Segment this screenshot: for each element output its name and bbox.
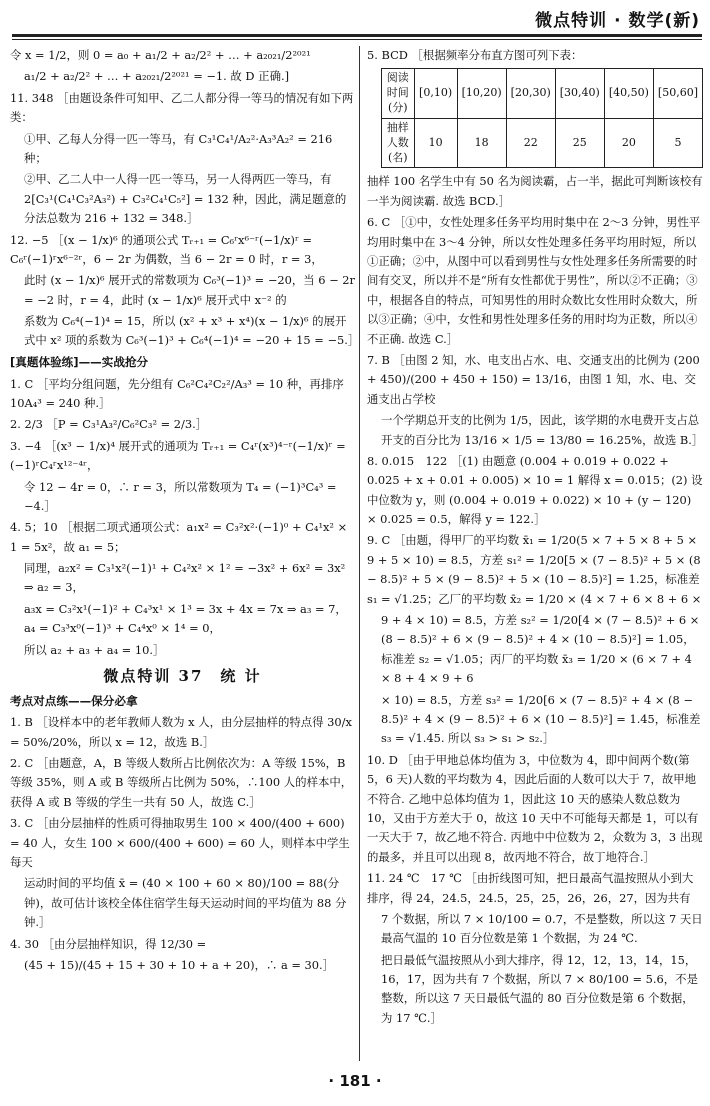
frequency-table: [381, 68, 703, 168]
table-cell: 18: [457, 118, 506, 168]
answer-9-part-1: 9. C ［由题，得甲厂的平均数 x̄₁ = 1/20(5 × 7 + 5 × 8 + 5 × 9 + 5 × 10) = 8.5，方差 s₁² = 1/20[5 × (7 − 8.5)² + 5 × (8 − 8.5)² + 5 × (9 − 8.5)² + 5 × (10 − 8.5)²] = 1.25，标准差 s₁ = √1.25；乙厂的平均数 x̄₂ = 1/20 × (4 × 7 + 6 × 8 + 6 ×: [367, 533, 702, 606]
stat-answer-3-part-1: 3. C ［由分层抽样的性质可得抽取男生 100 × 400/(400 + 600) = 40 人，女生 100 × 600/(400 + 600) = 60 人，则样本中学生每天: [10, 816, 350, 869]
stat-answer-2: 2. C ［由题意，A，B 等级人数所占比例依次为：A 等级 15%，B 等级 35%，则 A 或 B 等级所占比例为 50%，∴100 人的样本中，获得 A 或 B 等级的学生一共有 50 人，故选 C.］: [10, 756, 353, 809]
table-cell: [30,40): [555, 69, 604, 119]
table-cell: [0,10): [414, 69, 457, 119]
column-divider: [359, 46, 360, 1061]
table-cell: 10: [414, 118, 457, 168]
exam-answer-4-part-2: 同理，a₂x² = C₃¹x²(−1)¹ + C₄²x² × 1² = −3x² + 6x² = 3x² ⇒ a₂ = 3，: [24, 561, 346, 595]
header-rule-thin: [12, 39, 702, 40]
equation-line-2: a₁/2 + a₂/2² + … + a₂₀₂₁/2²⁰²¹ = −1. 故 D 正确.]: [24, 69, 290, 84]
answer-11-stat-part-1: 11. 24 ℃ 17 ℃ ［由折线图可知，把日最高气温按照从小到大排序，得 24，24.5，24.5，25，25，26，26，27，因为共有: [367, 871, 694, 905]
table-row: [382, 69, 703, 119]
stat-answer-3-part-2: 运动时间的平均值 x̄ = (40 × 100 + 60 × 80)/100 = 88(分钟)，故可估计该校全体住宿学生每天运动时间的平均值为 88 分钟.］: [24, 876, 347, 930]
answer-11-part-1: 11. 348 ［由题设条件可知甲、乙二人都分得一等马的情况有如下两类：: [10, 90, 354, 125]
answer-11-stat-part-3: 把日最低气温按照从小到大排序，得 12，12，13，14，15，16，17，因为共有 7 个数据，所以 7 × 80/100 = 5.6，不是整数，所以这 7 天日最低气温的 80 百分位数是第 6 个数据，为 17 ℃.］: [381, 952, 698, 1025]
page-header: [0, 0, 710, 44]
answer-5-intro: 5. BCD ［根据频率分布直方图可列下表：: [367, 48, 583, 62]
exam-answer-2: 2. 2/3 ［P = C₃¹A₃²/C₆²C₃² = 2/3.］: [10, 417, 208, 432]
table-cell: 22: [506, 118, 555, 168]
answer-8: 8. 0.015 122 ［(1) 由题意 (0.004 + 0.019 + 0.022 + 0.025 + x + 0.01 + 0.005) × 10 = 1 解得 x = 0.015；(2) 设中位数为 y，则 (0.004 + 0.019 + 0.022) × 10 + (y − 120) × 0.025 = 0.5，解得 y = 122.］: [367, 453, 703, 527]
table-cell: [10,20): [457, 69, 506, 119]
answer-10: 10. D ［由于甲地总体均值为 3，中位数为 4，即中间两个数(第 5，6 天)人数的平均数为 4，因此后面的人数可以大于 7，故甲地不符合. 乙地中总体均值为 1，因此这 10 天的感染人数总数为 10，又由于方差大于 0，故这 10 天中不可能每天都是 1，可以有一天大于 7，故乙地不符合. 丙地中中位数为 2，众数为 3，3 出现的最多，并且可以出现 8，故丙地不符合，故丁地符合.］: [367, 752, 703, 864]
equation-line-1: 令 x = 1/2，则 0 = a₀ + a₁/2 + a₂/2² + … + a₂₀₂₁/2²⁰²¹: [10, 48, 311, 62]
table-row: [382, 118, 703, 168]
section-heading-real-exam: [真题体验练]——实战抢分: [10, 354, 149, 369]
exam-answer-3-part-1: 3. −4 ［(x³ − 1/x)⁴ 展开式的通项为 Tᵣ₊₁ = C₄ʳ(x³)⁴⁻ʳ(−1/x)ʳ = (−1)ʳC₄ʳx¹²⁻⁴ʳ，: [10, 438, 346, 473]
table-cell: 5: [653, 118, 702, 168]
answer-7-part-1: 7. B ［由图 2 知，水、电支出占水、电、交通支出的比例为 (200 + 450)/(200 + 450 + 150) = 13/16，由图 1 知，水、电、交通支出占学校: [367, 352, 700, 406]
answer-11-stat-part-2: 7 个数据，所以 7 × 10/100 = 0.7，不是整数，所以这 7 天日最高气温的 10 百分位数是第 1 个数据，为 24 ℃.: [381, 911, 703, 946]
exam-answer-4-part-1: 4. 5；10 ［根据二项式通项公式：a₁x² = C₃²x²·(−1)⁰ + C₄¹x² × 1 = 5x²，故 a₁ = 5；: [10, 520, 348, 554]
stat-answer-4-part-2: (45 + 15)/(45 + 15 + 30 + 10 + a + 20)，∴ a = 30.］: [24, 957, 335, 972]
stat-answer-4-part-1: 4. 30 ［由分层抽样知识，得 12/30 =: [10, 936, 207, 951]
right-column: [367, 46, 703, 1030]
exam-answer-4-part-4: 所以 a₂ + a₃ + a₄ = 10.］: [24, 642, 165, 657]
answer-12-part-3: 系数为 C₆⁴(−1)⁴ = 15，所以 (x² + x³ + x⁴)(x − 1/x)⁶ 的展开式中 x² 项的系数为 C₆³(−1)³ + C₆⁴(−1)⁴ = −20 + 15 = −5.］: [24, 314, 360, 348]
answer-12-part-1: 12. −5 ［(x − 1/x)⁶ 的通项公式 Tᵣ₊₁ = C₆ʳx⁶⁻ʳ(−1/x)ʳ = C₆ʳ(−1)ʳx⁶⁻²ʳ，6 − 2r 为偶数，当 6 − 2r = 0 时，r = 3，: [10, 232, 323, 266]
answer-12-part-2: 此时 (x − 1/x)⁶ 展开式的常数项为 C₆³(−1)³ = −20，当 6 − 2r = −2 时，r = 4，此时 (x − 1/x)⁶ 展开式中 x⁻² 的: [24, 273, 355, 307]
header-rule: [12, 34, 702, 37]
chapter-title: 微点特训 37 统 计: [103, 667, 262, 686]
section-heading-practice: 考点对点练——保分必拿: [10, 693, 138, 708]
answer-9-part-3: × 10) = 8.5，方差 s₃² = 1/20[6 × (7 − 8.5)² + 4 × (8 − 8.5)² + 4 × (9 − 8.5)² + 6 × (10 − 8.5)²] = 1.45，标准差 s₃ = √1.45. 所以 s₃ > s₁ > s₂.］: [381, 692, 701, 746]
table-cell: 20: [604, 118, 653, 168]
page-number: · 181 ·: [328, 1072, 382, 1090]
table-cell: [20,30): [506, 69, 555, 119]
left-column: [10, 46, 360, 977]
exam-answer-4-part-3: a₃x = C₃²x¹(−1)² + C₄³x¹ × 1³ = 3x + 4x = 7x ⇒ a₃ = 7，a₄ = C₃³x⁰(−1)³ + C₄⁴x⁰ × 1⁴ = 0，: [24, 601, 347, 636]
answer-9-part-2: 9 + 4 × 10) = 8.5，方差 s₂² = 1/20[4 × (7 − 8.5)² + 6 × (8 − 8.5)² + 6 × (9 − 8.5)² + 4 × (10 − 8.5)²] = 1.05，标准差 s₂ = √1.05；丙厂的平均数 x̄₃ = 1/20 × (6 × 7 + 4 × 8 + 4 × 9 + 6: [381, 613, 700, 686]
answer-6: 6. C ［①中，女性处理多任务平均用时集中在 2～3 分钟，男性平均用时集中在 3～4 分钟，所以女性处理多任务平均用时短，所以①正确；②中，从图中可以看到男性与女性处理多任务所需要的时间有交叉，所以并不是“所有女性都优于男性”，所以②不正确；③中，根据各自的特点，可知男性的用时众数比女性用时众数大，所以③正确；④中，女性和男性处理多任务的用时均为正数，所以④不正确. 故选 C.］: [367, 215, 701, 346]
table-cell: [40,50): [604, 69, 653, 119]
answer-11-part-2: ①甲、乙每人分得一匹一等马，有 C₃¹C₄¹/A₂²·A₃³A₂² = 216 种；: [24, 131, 333, 165]
stat-answer-1: 1. B ［设样本中的老年教师人数为 x 人，由分层抽样的特点得 30/x = 50%/20%，所以 x = 12，故选 B.］: [10, 715, 352, 749]
answer-7-part-2: 一个学期总开支的比例为 1/5，因此，该学期的水电费开支占总开支的百分比为 13/16 × 1/5 = 13/80 = 16.25%，故选 B.］: [381, 413, 704, 447]
header-title: 微点特训 · 数学(新): [535, 11, 700, 31]
answer-5-conclusion: 抽样 100 名学生中有 50 名为阅读霸，占一半，据此可判断该校有一半为阅读霸. 故选 BCD.］: [367, 174, 703, 208]
exam-answer-1: 1. C ［平均分组问题，先分组有 C₆²C₄²C₂²/A₃³ = 10 种，再排序 10A₄³ = 240 种.］: [10, 376, 344, 410]
exam-answer-3-part-2: 令 12 − 4r = 0，∴ r = 3，所以常数项为 T₄ = (−1)³C₄³ = −4.］: [24, 479, 337, 513]
table-header-reading-time: 阅读时间(分): [382, 69, 415, 119]
table-header-sample-count: 抽样人数(名): [382, 118, 415, 168]
table-cell: [50,60]: [653, 69, 702, 119]
answer-11-part-3: ②甲、乙二人中一人得一匹一等马，另一人得两匹一等马，有 2[C₃¹(C₄¹C₃²A₃²) + C₃²C₄¹C₅²] = 132 种，因此，满足题意的分法总数为 216 + 132 = 348.］: [24, 172, 347, 226]
table-cell: 25: [555, 118, 604, 168]
